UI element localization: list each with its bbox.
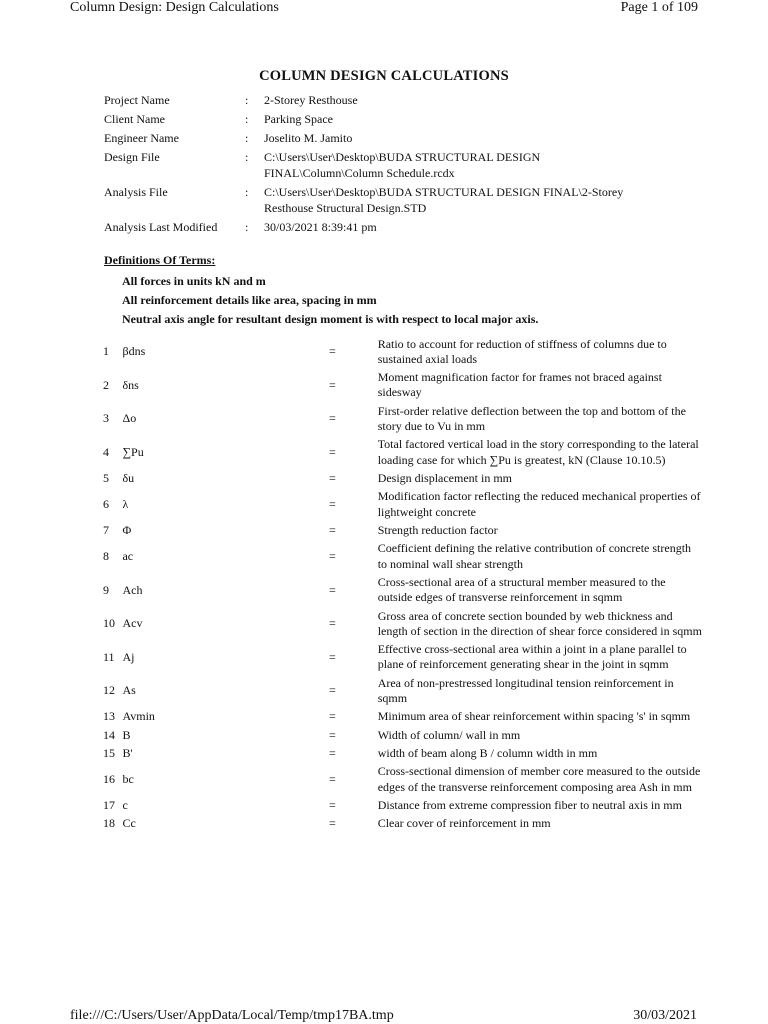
project-info	[104, 92, 644, 238]
term-row	[103, 521, 703, 539]
equals-sign: =	[328, 411, 336, 426]
term-row	[103, 402, 703, 436]
term-definition: Total factored vertical load in the story corresponding to the lateral loading case for which ∑Pu is greatest, kN (Clause 10.10.5)	[377, 437, 699, 467]
term-definition: Minimum area of shear reinforcement within spacing 's' in sqmm	[377, 709, 691, 724]
term-number: 17	[103, 798, 115, 813]
info-label: Design File	[104, 150, 160, 164]
term-symbol: λ	[122, 496, 129, 511]
term-number: 14	[103, 727, 115, 742]
term-symbol: ac	[122, 548, 134, 563]
info-label: Client Name	[104, 112, 165, 126]
term-row	[103, 641, 703, 675]
info-value: C:\Users\User\Desktop\BUDA STRUCTURAL DESIGN FINAL\2-Storey Resthouse Structural Design.STD	[264, 185, 624, 215]
term-definition: Clear cover of reinforcement in mm	[377, 816, 551, 831]
note-line: All reinforcement details like area, spacing in mm	[122, 293, 377, 307]
equals-sign: =	[328, 816, 336, 831]
term-row	[103, 708, 703, 726]
info-row	[104, 184, 644, 216]
term-number: 4	[103, 444, 109, 459]
term-symbol: Aj	[122, 649, 135, 664]
equals-sign: =	[328, 496, 336, 511]
info-colon: :	[245, 93, 249, 107]
info-colon: :	[245, 150, 249, 164]
info-value: 2-Storey Resthouse	[264, 93, 358, 107]
notes-list	[122, 272, 538, 329]
term-row	[103, 488, 703, 522]
term-symbol: Ach	[122, 582, 143, 597]
term-definition: Ratio to account for reduction of stiffness of columns due to sustained axial loads	[377, 336, 667, 366]
definitions-heading: Definitions Of Terms:	[104, 253, 216, 267]
term-definition: Distance from extreme compression fiber to neutral axis in mm	[377, 798, 682, 813]
info-label: Analysis Last Modified	[104, 220, 218, 234]
term-number: 12	[103, 683, 115, 698]
term-symbol: bc	[122, 772, 134, 787]
term-symbol: B'	[122, 746, 133, 761]
term-number: 5	[103, 470, 109, 485]
equals-sign: =	[328, 746, 336, 761]
equals-sign: =	[328, 798, 336, 813]
equals-sign: =	[328, 522, 336, 537]
page-number: Page 1 of 109	[620, 0, 698, 15]
term-definition: Moment magnification factor for frames not braced against sidesway	[377, 370, 662, 400]
term-definition: Strength reduction factor	[377, 522, 498, 537]
info-row	[104, 111, 644, 127]
equals-sign: =	[328, 344, 336, 359]
info-value: 30/03/2021 8:39:41 pm	[264, 220, 377, 234]
term-number: 9	[103, 582, 109, 597]
note-line: Neutral axis angle for resultant design moment is with respect to local major axis.	[122, 312, 539, 326]
term-row	[103, 763, 703, 797]
term-symbol: Φ	[122, 522, 132, 537]
equals-sign: =	[328, 772, 336, 787]
term-number: 16	[103, 772, 115, 787]
term-symbol: c	[122, 798, 128, 813]
term-row	[103, 335, 703, 369]
term-definition: Coefficient defining the relative contribution of concrete strength to nominal wall shear strength	[377, 541, 692, 571]
equals-sign: =	[328, 616, 336, 631]
document-title: COLUMN DESIGN CALCULATIONS	[259, 68, 509, 84]
term-symbol: δu	[122, 470, 135, 485]
term-symbol: δns	[122, 377, 139, 392]
equals-sign: =	[328, 683, 336, 698]
term-symbol: βdns	[122, 344, 146, 359]
info-colon: :	[245, 112, 249, 126]
term-row	[103, 369, 703, 403]
term-number: 1	[103, 344, 109, 359]
term-number: 18	[103, 816, 115, 831]
term-symbol: As	[122, 683, 136, 698]
info-value: C:\Users\User\Desktop\BUDA STRUCTURAL DESIGN FINAL\Column\Column Schedule.rcdx	[264, 150, 541, 180]
term-row	[103, 745, 703, 763]
term-row	[103, 796, 703, 814]
info-label: Project Name	[104, 93, 170, 107]
terms-list	[103, 335, 703, 833]
term-definition: First-order relative deflection between the top and bottom of the story due to Vu in mm	[377, 403, 686, 433]
footer-file-path: file:///C:/Users/User/AppData/Local/Temp/tmp17BA.tmp	[70, 1008, 394, 1023]
equals-sign: =	[328, 470, 336, 485]
term-number: 11	[103, 649, 115, 664]
equals-sign: =	[328, 582, 336, 597]
term-number: 10	[103, 616, 115, 631]
info-row	[104, 130, 644, 146]
term-number: 7	[103, 522, 109, 537]
term-number: 6	[103, 496, 109, 511]
info-label: Engineer Name	[104, 131, 179, 145]
info-value: Parking Space	[264, 112, 333, 126]
term-row	[103, 607, 703, 641]
term-definition: Gross area of concrete section bounded by web thickness and length of section in the direction of shear force considered in sqmm	[377, 608, 702, 638]
equals-sign: =	[328, 548, 336, 563]
term-symbol: Acv	[122, 616, 143, 631]
note-line: All forces in units kN and m	[122, 274, 266, 288]
term-number: 13	[103, 709, 115, 724]
term-row	[103, 674, 703, 708]
term-row	[103, 726, 703, 744]
info-value: Joselito M. Jamito	[264, 131, 353, 145]
equals-sign: =	[328, 709, 336, 724]
term-definition: Cross-sectional dimension of member core measured to the outside edges of the transverse reinforcement composing area Ash in mm	[377, 764, 701, 794]
term-definition: Cross-sectional area of a structural member measured to the outside edges of transverse reinforcement in sqmm	[377, 574, 666, 605]
term-number: 3	[103, 411, 109, 426]
page-header-title: Column Design: Design Calculations	[70, 0, 279, 15]
term-definition: Design displacement in mm	[377, 470, 512, 485]
equals-sign: =	[328, 377, 336, 392]
info-row	[104, 149, 644, 181]
term-definition: Effective cross-sectional area within a joint in a plane parallel to plane of reinforcement generating shear in the joint in sqmm	[377, 642, 687, 672]
term-definition: Width of column/ wall in mm	[377, 727, 521, 742]
term-row	[103, 469, 703, 487]
term-row	[103, 573, 703, 607]
info-label: Analysis File	[104, 185, 168, 199]
term-number: 15	[103, 746, 115, 761]
info-colon: :	[245, 131, 249, 145]
term-definition: width of beam along B / column width in mm	[377, 746, 598, 761]
term-row	[103, 540, 703, 574]
term-symbol: Δo	[122, 411, 137, 426]
term-definition: Area of non-prestressed longitudinal tension reinforcement in sqmm	[377, 675, 674, 705]
equals-sign: =	[328, 444, 336, 459]
info-colon: :	[245, 220, 249, 234]
equals-sign: =	[328, 649, 336, 664]
term-symbol: B	[122, 727, 131, 742]
term-symbol: Cc	[122, 816, 136, 831]
equals-sign: =	[328, 727, 336, 742]
term-number: 8	[103, 548, 109, 563]
term-symbol: ∑Pu	[122, 444, 144, 459]
term-symbol: Avmin	[122, 709, 155, 724]
info-row	[104, 92, 644, 108]
footer-date: 30/03/2021	[633, 1008, 697, 1023]
info-colon: :	[245, 185, 249, 199]
term-definition: Modification factor reflecting the reduced mechanical properties of lightweight concrete	[377, 489, 701, 519]
term-row	[103, 815, 703, 833]
term-number: 2	[103, 377, 109, 392]
info-row	[104, 219, 644, 235]
term-row	[103, 436, 703, 470]
